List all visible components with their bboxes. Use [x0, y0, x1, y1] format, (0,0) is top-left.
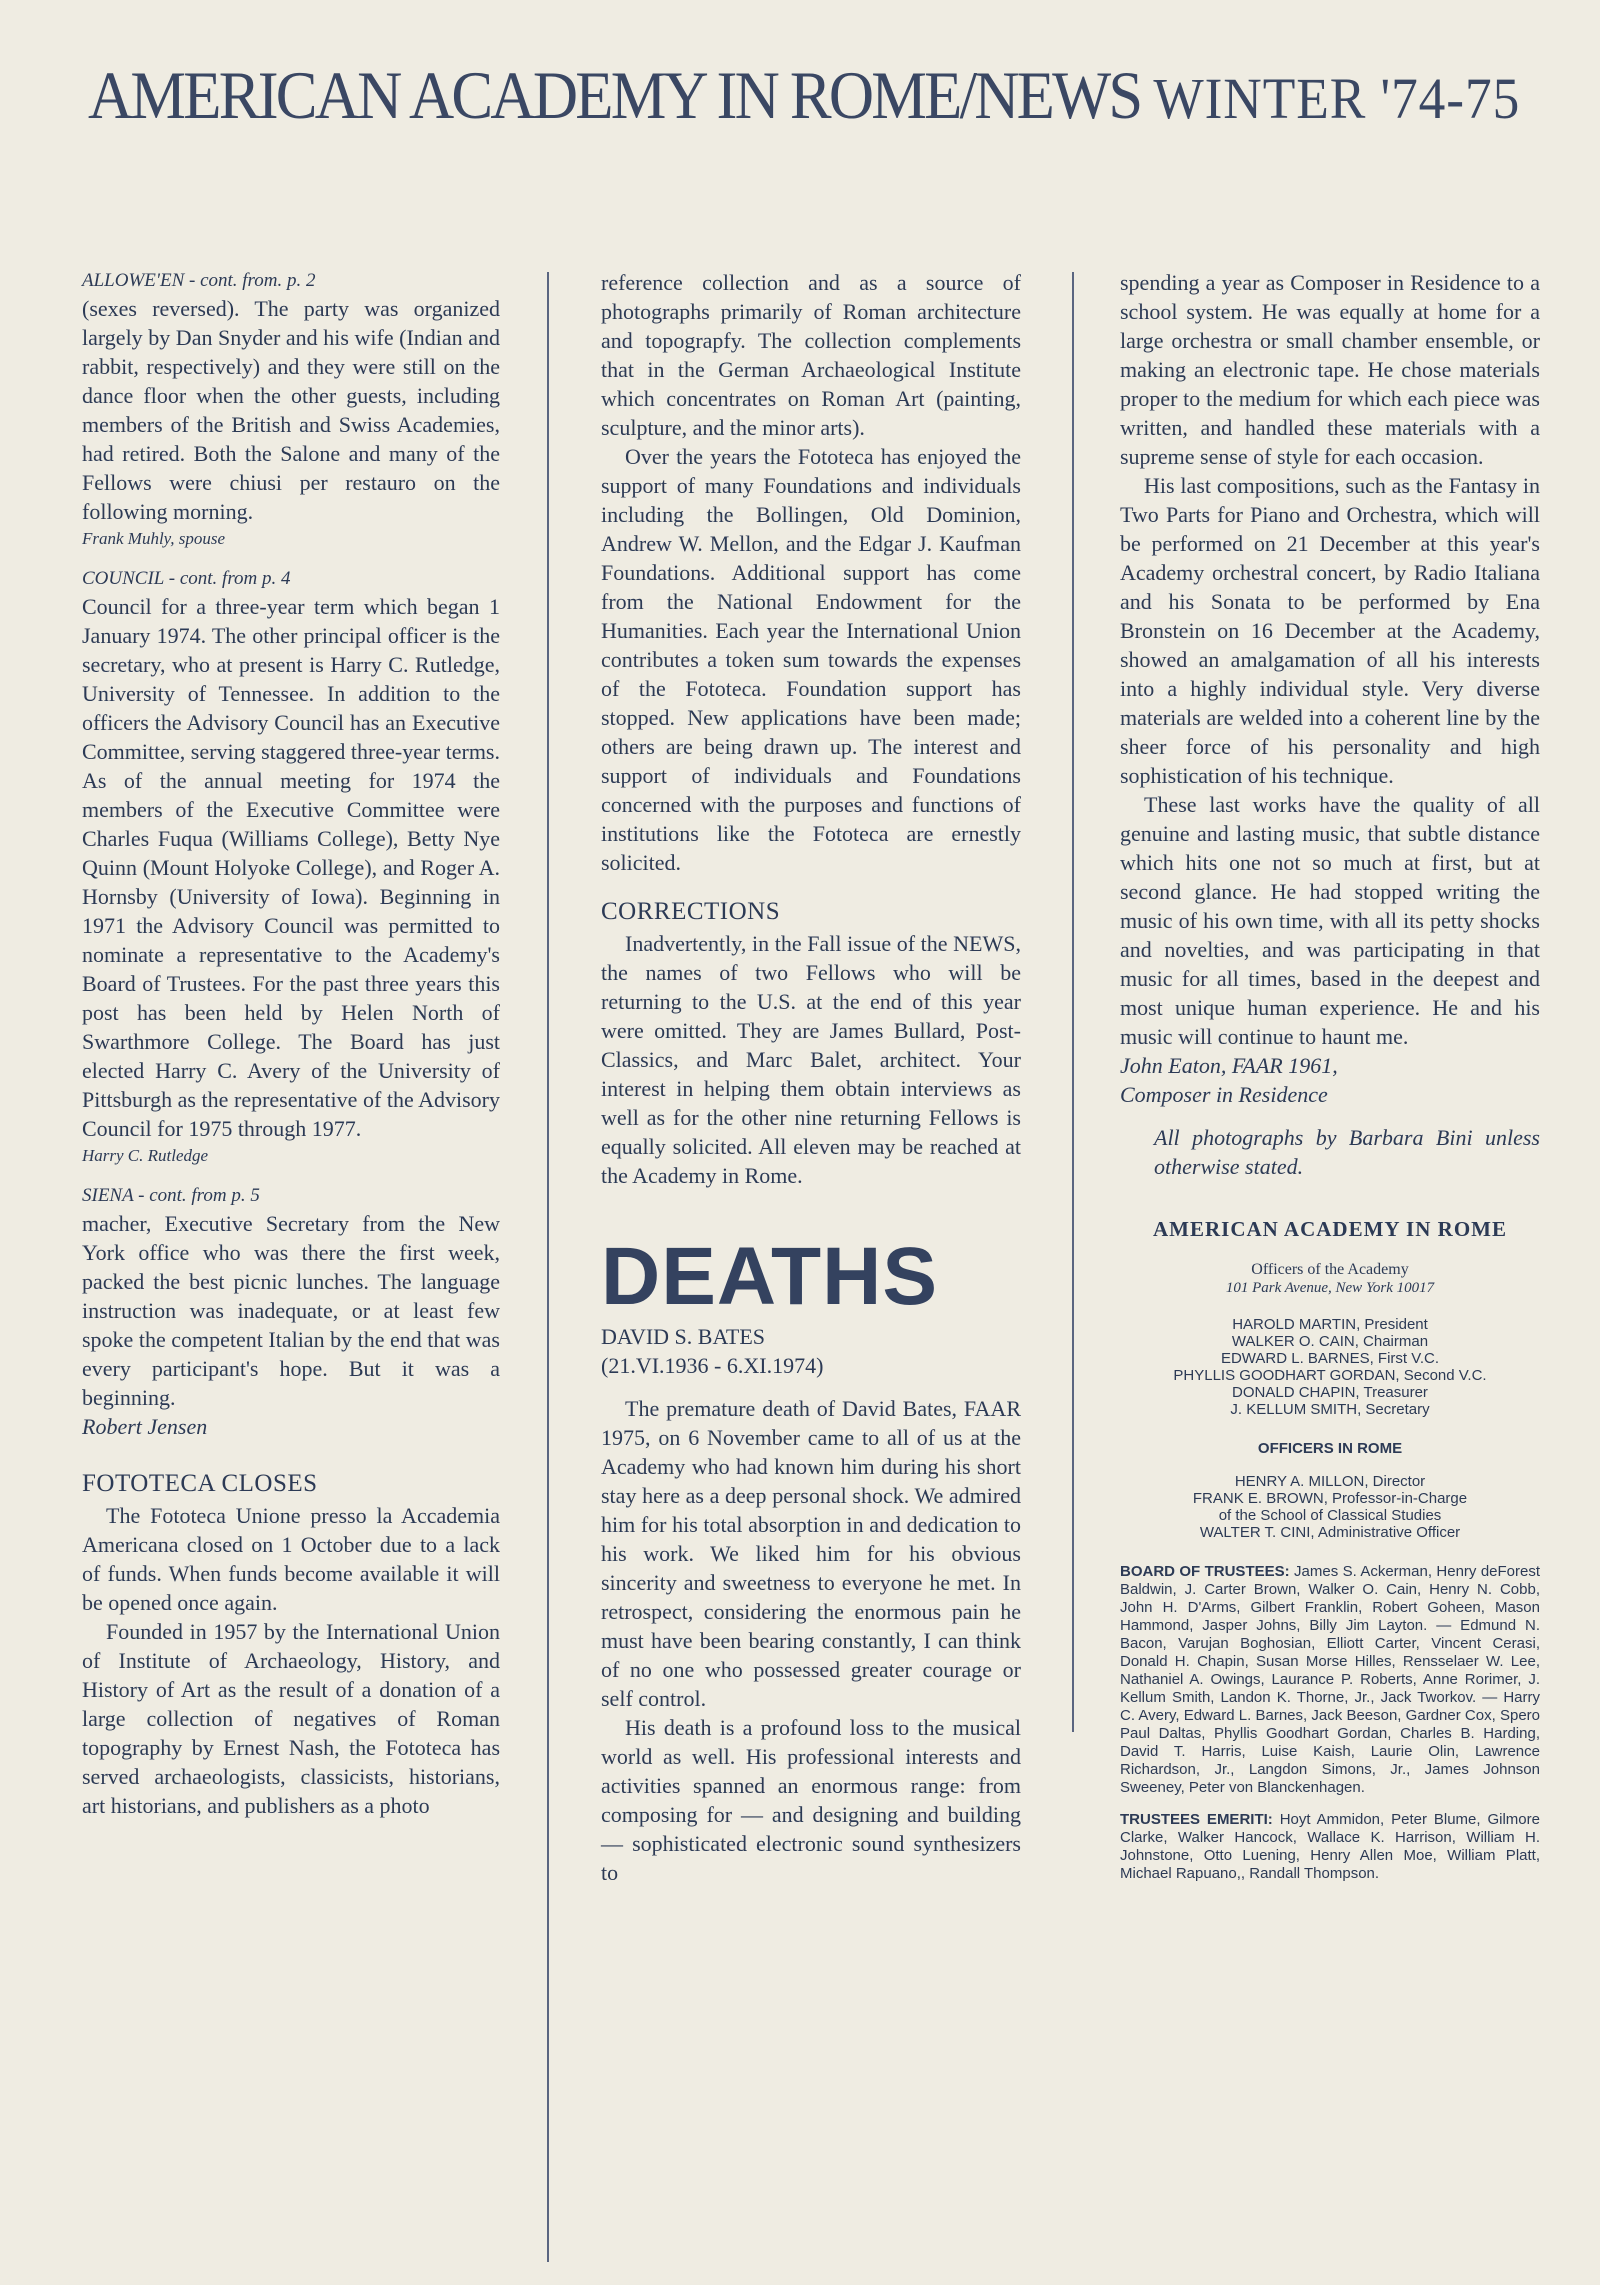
officer-entry: EDWARD L. BARNES, First V.C. — [1220, 1350, 1440, 1367]
allowen-kicker: ALLOWE'EN - cont. from. p. 2 — [82, 270, 316, 291]
officer-entry: DONALD CHAPIN, Treasurer — [1232, 1384, 1428, 1401]
emeriti-label: TRUSTEES EMERITI: — [1120, 1811, 1273, 1828]
siena-kicker: SIENA - cont. from p. 5 — [82, 1185, 260, 1206]
column-divider — [1072, 272, 1074, 1732]
column-2 — [601, 268, 1021, 1887]
siena-text: macher, Executive Secretary from the New York office who was there the first week, packed the best picnic lunches. The language instruction was inadequate, or at least few spoke the competent Italian by the end that was every participant's hope. But it was a beginning. — [82, 1211, 500, 1410]
allowen-signature: Frank Muhly, spouse — [82, 529, 226, 548]
column-3 — [1120, 268, 1540, 1883]
rome-officer-entry: of the School of Classical Studies — [1218, 1507, 1442, 1524]
obituary-paragraph-3: His last compositions, such as the Fantasy in Two Parts for Piano and Orchestra, which will be performed on 21 December at this year's Academy orchestral concert, by Radio Italiana and his Sonata to be performed by Ena Bronstein on 16 December at the Academy, showed an amalgamation of all his interests into a highly individual style. Very diverse materials are welded into a coherent line by the sheer force of his personality and high sophistication of his technique. — [1120, 473, 1540, 788]
allowen-text: (sexes reversed). The party was organized largely by Dan Snyder and his wife (Indian and rabbit, respectively) and they were still on the dance floor when the other guests, including members of the British and Swiss Academies, had retired. Both the Salone and many of the Fellows were chiusi per restauro on the following morning. — [82, 296, 500, 524]
obituary-signature-role: Composer in Residence — [1120, 1082, 1328, 1107]
trustees-list: James S. Ackerman, Henry deForest Baldwin, J. Carter Brown, Walker O. Cain, Henry N. Cobb, John H. D'Arms, Gilbert Franklin, Robert Goheen, Mason Hammond, Jasper Johns, Billy Jim Layton. — Edmund N. Bacon, Varujan Boghosian, Elliott Carter, Vincent Cerasi, Donald H. Chapin, Susan Morse Hilles, Rensselaer W. Lee, Nathaniel A. Owings, Laurance P. Roberts, Anne Rorimer, J. Kellum Smith, Landon K. Thorne, Jr., Jack Tworkov. — Harry C. Avery, Edward L. Barnes, Jack Beeson, Gardner Cox, Spero Paul Daltas, Phyllis Goodhart Gordan, Charles B. Harding, David T. Harris, Luise Kaish, Laurie Olin, Lawrence Richardson, Jr., Langdon Simons, Jr., James Johnson Sweeney, Peter von Blanckenhagen. — [1120, 1563, 1541, 1796]
academy-address: 101 Park Avenue, New York 10017 — [1225, 1280, 1435, 1296]
officer-entry: HAROLD MARTIN, President — [1232, 1316, 1428, 1333]
obituary-paragraph-1: The premature death of David Bates, FAAR 1975, on 6 November came to all of us at the Academy who had known him during his short stay here as a deep personal shock. We admired him for his total absorption in and dedication to his work. We liked him for his obvious sincerity and sweetness to everyone he met. In retrospect, considering the enormous pain he must have been bearing constantly, I can think of no one who possessed greater courage or self control. — [601, 1396, 1021, 1711]
officer-entry: WALKER O. CAIN, Chairman — [1231, 1333, 1429, 1350]
deaths-heading: DEATHS — [601, 1231, 939, 1322]
rome-officers-list — [1120, 1473, 1540, 1541]
rome-officer-entry: FRANK E. BROWN, Professor-in-Charge — [1192, 1490, 1468, 1507]
masthead-issue: WINTER '74-75 — [1153, 66, 1521, 131]
council-text: Council for a three-year term which began 1 January 1974. The other principal officer is the secretary, who at present is Harry C. Rutledge, University of Tennessee. In addition to the officers the Advisory Council has an Executive Committee, serving staggered three-year terms. As of the annual meeting for 1974 the members of the Executive Committee were Charles Fuqua (Williams College), Betty Nye Quinn (Mount Holyoke College), and Roger A. Hornsby (University of Iowa). Beginning in 1971 the Advisory Council was permitted to nominate a representative to the Academy's Board of Trustees. For the past three years this post has been held by Helen North of Swarthmore College. The Board has just elected Harry C. Avery of the University of Pittsburgh as the representative of the Advisory Council for 1975 through 1977. — [82, 594, 500, 1141]
fototeca-heading: FOTOTECA CLOSES — [82, 1470, 318, 1497]
masthead — [88, 55, 1521, 139]
obituary-paragraph-2: His death is a profound loss to the musical world as well. His professional interests and activities spanned an enormous range: from composing for — and designing and building — sophisticated electronic sound synthesizers to — [601, 1715, 1021, 1885]
academy-heading: AMERICAN ACADEMY IN ROME — [1153, 1217, 1507, 1241]
officer-entry: PHYLLIS GOODHART GORDAN, Second V.C. — [1173, 1367, 1487, 1384]
column-1 — [82, 268, 500, 1820]
corrections-text: Inadvertently, in the Fall issue of the NEWS, the names of two Fellows who will be returning to the U.S. at the end of this year were omitted. They are James Bullard, Post-Classics, and Marc Balet, architect. Your interest in helping them obtain interviews as well as for the other nine returning Fellows is equally solicited. All eleven may be reached at the Academy in Rome. — [601, 931, 1021, 1188]
masthead-title: AMERICAN ACADEMY IN ROME/NEWS — [88, 57, 1141, 133]
board-of-trustees — [1120, 1563, 1540, 1797]
photo-credit: All photographs by Barbara Bini unless otherwise stated. — [1154, 1125, 1540, 1179]
council-signature: Harry C. Rutledge — [82, 1146, 209, 1165]
fototeca-paragraph-3: Over the years the Fototeca has enjoyed the support of many Foundations and individuals including the Bollingen, Old Dominion, Andrew W. Mellon, and the Edgar J. Kaufman Foundations. Additional support has come from the National Endowment for the Humanities. Each year the International Union contributes a token sum towards the expenses of the Fototeca. Foundation support has stopped. New applications have been made; others are being drawn up. The interest and support of individuals and Foundations concerned with the purposes and functions of institutions like the Fototeca are ernestly solicited. — [601, 444, 1021, 875]
obituary-continued: spending a year as Composer in Residence to a school system. He was equally at home for a large orchestra or small chamber ensemble, or making an electronic tape. He chose materials proper to the medium for which each piece was written, and handled these materials with a supreme sense of style for each occasion. — [1120, 270, 1540, 469]
officers-list — [1120, 1316, 1540, 1418]
officer-entry: J. KELLUM SMITH, Secretary — [1230, 1401, 1430, 1418]
trustees-label: BOARD OF TRUSTEES: — [1120, 1563, 1290, 1580]
fototeca-paragraph-2: Founded in 1957 by the International Union of Institute of Archaeology, History, and History of Art as the result of a donation of a large collection of negatives of Roman topography by Ernest Nash, the Fototeca has served archaeologists, classicists, historians, art historians, and publishers as a photo — [82, 1619, 500, 1818]
column-divider — [547, 272, 549, 2262]
rome-officer-entry: WALTER T. CINI, Administrative Officer — [1199, 1524, 1461, 1541]
officers-heading: Officers of the Academy — [1251, 1261, 1409, 1278]
council-kicker: COUNCIL - cont. from p. 4 — [82, 568, 291, 589]
trustees-emeriti — [1120, 1811, 1540, 1883]
obituary-signature-name: John Eaton, FAAR 1961, — [1120, 1053, 1338, 1078]
corrections-heading: CORRECTIONS — [601, 898, 781, 925]
rome-officer-entry: HENRY A. MILLON, Director — [1234, 1473, 1426, 1490]
obituary-dates: (21.VI.1936 - 6.XI.1974) — [601, 1353, 824, 1378]
obituary-paragraph-4: These last works have the quality of all genuine and lasting music, that subtle distance which hits one not so much at first, but at second glance. He had stopped writing the music of his own time, with all its petty shocks and novelties, and was participating in that music for all times, based in the deepest and most unique human experience. He and his music will continue to haunt me. — [1120, 792, 1540, 1049]
fototeca-paragraph-1: The Fototeca Unione presso la Accademia Americana closed on 1 October due to a lack of funds. When funds become available it will be opened once again. — [82, 1503, 500, 1615]
siena-signature: Robert Jensen — [82, 1414, 208, 1439]
emeriti-list: Hoyt Ammidon, Peter Blume, Gilmore Clarke, Walker Hancock, Wallace K. Harrison, William H. Johnstone, Otto Luening, Henry Allen Moe, William Platt, Michael Rapuano,, Randall Thompson. — [1120, 1811, 1540, 1882]
fototeca-continued: reference collection and as a source of photographs primarily of Roman architecture and topograpfy. The collection complements that in the German Archaeological Institute which concentrates on Roman Art (painting, sculpture, and the minor arts). — [601, 270, 1021, 440]
obituary-name: DAVID S. BATES — [601, 1324, 766, 1349]
rome-officers-heading: OFFICERS IN ROME — [1257, 1440, 1403, 1457]
